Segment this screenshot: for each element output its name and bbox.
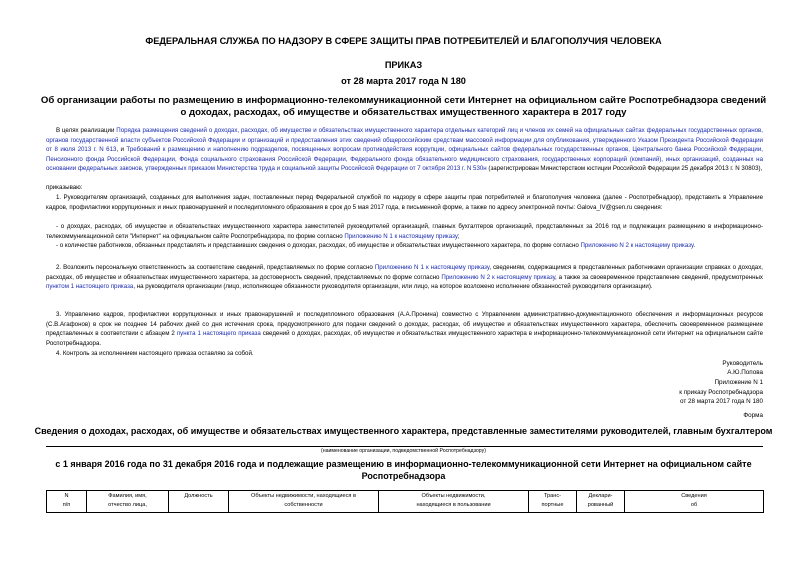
item-1b xyxy=(46,241,763,251)
appendix-1-link[interactable]: Приложению N 1 к настоящему приказу xyxy=(344,232,458,240)
item-text: , на руководителя организации (лицо, исполняющее обязанности руководителя организации, или лицо, на которое возложено исполнение обязанностей руководителя организации). xyxy=(133,283,653,290)
order-613-link[interactable]: Порядка размещения сведений о доходах, расходах, об имуществе и обязательствах имущественного характера отдельных категорий лиц и членов их семей на официальных сайтах федеральных государственных органов, органов государственной власти субъектов Российской Федерации и организаций и предоставления этих сведений общероссийским средствам массовой информации для опубликования, утвержденного Указом Президента Российской Федерации от 8 июля 2013 г. N 613 xyxy=(46,127,763,153)
appendix-2-link[interactable]: Приложению N 2 к настоящему приказу xyxy=(580,242,694,249)
item-1a xyxy=(46,222,763,241)
header-number xyxy=(47,491,87,513)
header-line: находящиеся в пользовании xyxy=(416,502,491,508)
appendix-1-link[interactable]: Приложению N 1 к настоящему приказу xyxy=(374,264,490,271)
header-position xyxy=(169,491,229,513)
preamble-text: , и xyxy=(116,146,127,153)
header-line: Объекты недвижимости, xyxy=(421,493,486,499)
declarations-table xyxy=(46,490,763,512)
item-text: . xyxy=(693,242,696,249)
header-line: Объекты недвижимости, находящиеся в xyxy=(251,493,356,499)
item-text: 2. Возложить персональную ответственность за соответствие сведений, представляемых по форме согласно xyxy=(56,264,375,271)
item-2 xyxy=(46,263,763,292)
header-line: Сведения xyxy=(681,493,707,499)
document-title: Об организации работы по размещению в информационно-телекоммуникационной сети Интернет на официальном сайте Роспотребнадзора сведений о доходах, расходах, об имуществе и обязательствах имущественного характера в 2017 году xyxy=(40,95,767,118)
form-title: Сведения о доходах, расходах, об имуществе и обязательствах имущественного характера, представленные заместителями руководителей, главным бухгалтером xyxy=(34,426,773,436)
appendix-ref: к приказу Роспотребнадзора xyxy=(679,389,763,396)
agency-name: ФЕДЕРАЛЬНАЯ СЛУЖБА ПО НАДЗОРУ В СФЕРЕ ЗАЩИТЫ ПРАВ ПОТРЕБИТЕЛЕЙ И БЛАГОПОЛУЧИЯ ЧЕЛОВЕКА xyxy=(145,36,662,46)
header-vehicles xyxy=(529,491,577,513)
item-text: , сведениям, содержащимся в представленных работниками организации справках о доходах, расходах, об имуществе и обязательствах имущественного характера, за достоверность сведений, представляемых по форме согласно xyxy=(46,264,763,281)
signature-position: Руководитель xyxy=(722,360,763,367)
item-text: 3. Управлению кадров, профилактики коррупционных и иных правонарушений и последипломного образования (А.А.Пронина) совместно с Управлением административно-документационного обеспечения и информационных ресурсов (С.В.Агафонов) в срок не позднее 14 рабочих дней со дня истечения срока, предусмотренного для подачи сведений о доходах, расходах, об имуществе и обязательствах имущественного характера, обеспечить своевременное размещение представленных в соответствии с абзацем 2 xyxy=(46,311,763,337)
header-declared-income xyxy=(577,491,625,513)
item-3 xyxy=(46,310,763,348)
organization-name-line xyxy=(46,446,763,447)
preamble-text: В целях реализации xyxy=(56,127,117,134)
document-date: от 28 марта 2017 года N 180 xyxy=(341,76,466,86)
item-text: - о доходах, расходах, об имуществе и обязательствах имущественного характера заместителей руководителей организаций, главных бухгалтеров организаций, представленных за 2016 год и подлежащих размещению в информационно-телекоммуникационной сети "Интернет" на официальном сайте Роспотребнадзора, по форме согласно xyxy=(46,223,763,240)
header-line: N xyxy=(64,493,69,499)
table-header-row xyxy=(47,491,764,513)
header-line: отчество лица, xyxy=(108,502,147,508)
header-line: Должность xyxy=(184,493,213,499)
header-line: п/п xyxy=(62,502,71,508)
order-530n-link[interactable]: Требований к размещению и наполнению подразделов, посвященных вопросам противодействия коррупции, официальных сайтов федеральных государственных органов, Центрального банка Российской Федерации, Пенсионного фонда Российской Федерации, Фонда социального страхования Российской Федерации, Федерального фонда обязательного медицинского страхования, государственных корпораций (компаний), иных организаций, созданных на основании федеральных законов, утвержденных приказом Министерства труда и социальной защиты Российской Федерации от 7 октября 2013 г. N 530н xyxy=(46,146,763,172)
header-line: Транс- xyxy=(543,493,562,499)
form-label: Форма xyxy=(743,412,763,419)
header-line: Деклари- xyxy=(588,493,613,499)
item-4: 4. Контроль за исполнением настоящего приказа оставляю за собой. xyxy=(56,350,254,357)
item-1: 1. Руководителям организаций, созданных для выполнения задач, поставленных перед Федеральной службой по надзору в сфере защиты прав потребителей и благополучия человека (далее - Роспотребнадзор), представить в Управление кадров, профилактики коррупционных и иных правонарушений и последипломного образования в срок до 5 мая 2017 года, в письменной форме, а также по адресу электронной почты: Galova_IV@gsen.ru сведения: xyxy=(46,194,763,211)
header-line: собственности xyxy=(284,502,323,508)
order-verb: приказываю: xyxy=(46,184,83,191)
header-line: Фамилия, имя, xyxy=(108,493,147,499)
header-used-property xyxy=(379,491,529,513)
header-line: об xyxy=(690,502,698,508)
clause-1-link[interactable]: пункта 1 настоящего приказа xyxy=(176,330,261,337)
header-line: рованный xyxy=(587,502,614,508)
appendix-2-link[interactable]: Приложению N 2 к настоящему приказу xyxy=(441,273,556,281)
item-text: ; xyxy=(457,232,460,240)
appendix-date: от 28 марта 2017 года N 180 xyxy=(679,398,763,405)
preamble-paragraph xyxy=(46,126,763,174)
appendix-label: Приложение N 1 xyxy=(714,379,763,386)
item-text: - о количестве работников, обязанных представлять и представивших сведения о доходах, расходах, об имуществе и обязательствах имущественного характера, по форме согласно xyxy=(56,242,581,249)
header-line: портные xyxy=(541,502,564,508)
header-information xyxy=(625,491,764,513)
item-text: , а также за своевременное представление сведений, предусмотренных xyxy=(555,273,764,281)
signature-name: А.Ю.Попова xyxy=(727,369,763,376)
preamble-text: (зарегистрирован Министерством юстиции Российской Федерации 25 декабря 2013 г. N 30803), xyxy=(486,165,763,172)
organization-caption: (наименование организации, подведомственной Роспотребнадзору) xyxy=(321,448,486,454)
document-type: ПРИКАЗ xyxy=(384,60,423,70)
reporting-period: с 1 января 2016 года по 31 декабря 2016 года и подлежащие размещению в информационно-телекоммуникационной сети Интернет на официальном сайте Роспотребнадзора xyxy=(55,459,752,481)
item-text: сведений о доходах, расходах, об имуществе и обязательствах имущественного характера в информационно-телекоммуникационной сети Интернет на официальном сайте Роспотребнадзора. xyxy=(46,330,763,347)
header-full-name xyxy=(87,491,169,513)
clause-1-link[interactable]: пунктом 1 настоящего приказа xyxy=(46,283,134,290)
header-owned-property xyxy=(229,491,379,513)
